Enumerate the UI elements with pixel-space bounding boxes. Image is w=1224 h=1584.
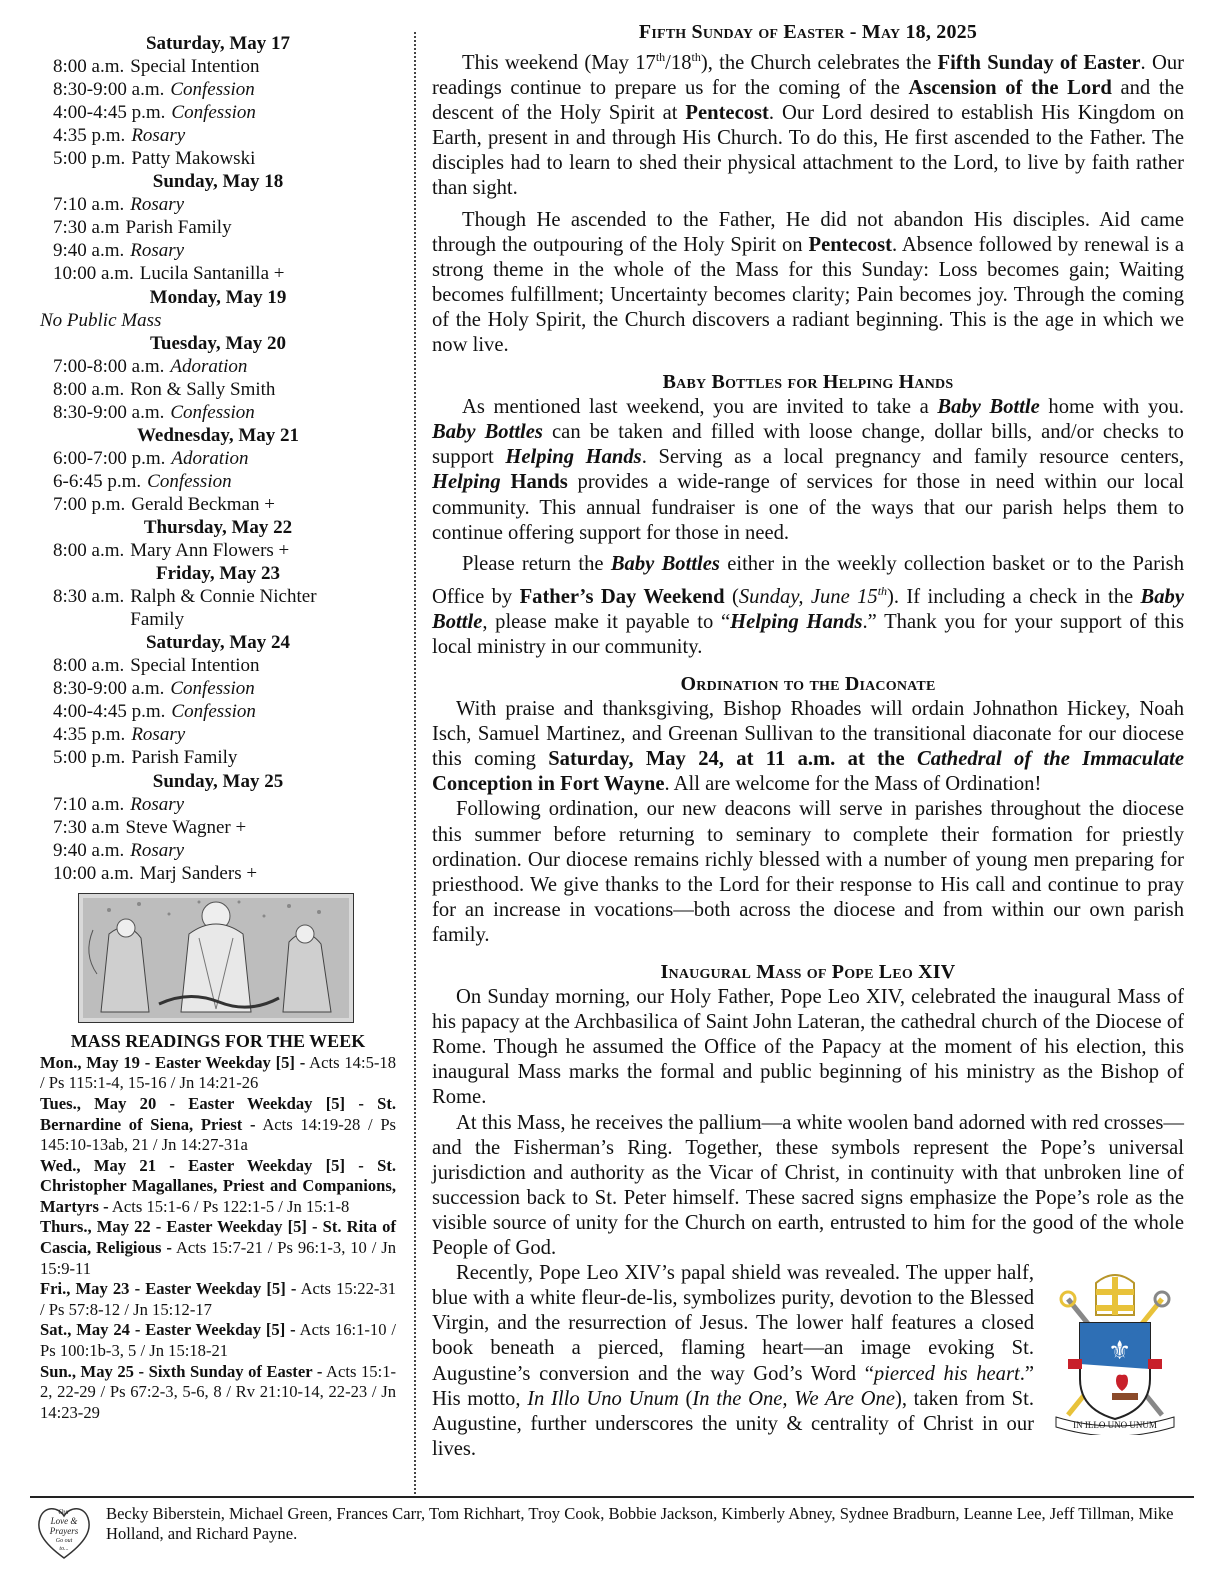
schedule-time: 8:00 a.m.: [53, 378, 125, 400]
prayer-list-footer: [30, 1496, 1194, 1552]
schedule-entry: [40, 401, 396, 424]
bottles-paragraph-1: As mentioned last weekend, you are invited to take a Baby Bottle home with you. Baby Bottles can be taken and filled with loose change, dollar bills, and/or checks to support Helping Hands. Serving as a local pregnancy and family resource centers, Helping Hands provides a wide-range of services for those in need within our local community. This annual fundraiser is one of the ways that our parish helps them to continue offering support for those in need.: [432, 396, 1184, 544]
reading-entry: [40, 1053, 396, 1094]
schedule-day-heading: Tuesday, May 20: [149, 332, 287, 354]
inaugural-paragraph-3: Recently, Pope Leo XIV’s papal shield was revealed. The upper half, blue with a white fleur-de-lis, symbolizes purity, devotion to the Blessed Virgin, and the resurrection of Jesus. The lower half features a closed book beneath a pierced, flaming heart—an image evoking St. Augustine’s conversion and the way God’s Word “pierced his heart.” His motto, In Illo Uno Unum (In the One, We Are One), taken from St. Augustine, further underscores the unity & centrality of Christ in our lives.: [432, 1262, 1035, 1460]
inaugural-title: Inaugural Mass of Pope Leo XIV: [660, 961, 956, 983]
schedule-entry: [40, 723, 396, 746]
schedule-entry: [40, 216, 396, 239]
schedule-intention: Adoration: [170, 355, 248, 377]
logo-text-line: to...: [59, 1546, 69, 1552]
schedule-intention: Confession: [170, 401, 255, 423]
schedule-entry: [40, 493, 396, 516]
schedule-intention: Adoration: [171, 447, 249, 469]
reading-citations: Acts 15:1-6 / Ps 122:1-5 / Jn 15:1-8: [111, 1196, 350, 1216]
schedule-time: 10:00 a.m.: [53, 263, 134, 285]
schedule-entry: [40, 539, 396, 562]
bottles-paragraph-2: Please return the Baby Bottles either in the weekly collection basket or to the Parish Office by Father’s Day Weekend (Sunday, June 15th). If including a check in the Baby Bottle, please make it payable to “Helping Hands.” Thank you for your support of this local ministry in our community.: [432, 552, 1184, 658]
schedule-intention: Parish Family: [125, 217, 232, 239]
schedule-entry: [40, 447, 396, 470]
schedule-time: 8:00 a.m.: [53, 56, 125, 78]
reading-day: Sun., May 25 - Sixth Sunday of Easter -: [40, 1361, 323, 1381]
easter-paragraph-1: This weekend (May 17th/18th), the Church celebrates the Fifth Sunday of Easter. Our readings continue to prepare us for the coming of the Ascension of the Lord and the descent of the Holy Spirit at Pentecost. Our Lord desired to establish His Kingdom on Earth, present in and through His Church. To do this, He first ascended to the Father. The disciples had to learn to shed their physical attachment to the Lord, to live by faith rather than sight.: [432, 50, 1185, 200]
logo-text-line: Go out: [55, 1538, 73, 1544]
schedule-intention: Rosary: [131, 724, 186, 746]
reading-citations: Acts 15:1-2, 22-29 / Ps 67:2-3, 5-6, 8 / Rv 21:10-14, 22-23 / Jn 14:23-29: [40, 1361, 397, 1422]
logo-text-line: Our: [58, 1508, 70, 1516]
schedule-time: 7:30 a.m: [53, 816, 120, 838]
bottles-title: Baby Bottles for Helping Hands: [662, 371, 954, 394]
inaugural-paragraph-2: At this Mass, he receives the pallium—a white woolen band adorned with red crosses—and the Fisherman’s Ring. Together, these symbols represent the Pope’s universal jurisdiction and authority as the Vicar of Christ, in continuity with that unbroken line of succession back to St. Peter himself. These sacred signs emphasize the Pope’s role as the visible source of unity for the Church on earth, entrusted to him for the good of the whole People of God.: [432, 1111, 1184, 1260]
reading-citations: Acts 14:5-18 / Ps 115:1-4, 15-16 / Jn 14:21-26: [40, 1052, 397, 1093]
heart-icon: [34, 1500, 94, 1562]
schedule-entry: [40, 193, 396, 216]
schedule-time: 7:10 a.m.: [53, 194, 125, 216]
schedule-time: 7:30 a.m: [53, 217, 120, 239]
schedule-entry: [40, 101, 396, 124]
schedule-intention: Special Intention: [130, 56, 260, 78]
schedule-intention: Confession: [170, 678, 255, 700]
schedule-entry: [40, 816, 396, 839]
mass-schedule: [40, 32, 396, 885]
schedule-time: 8:00 a.m.: [53, 540, 125, 562]
logo-text-line: Love &: [50, 1516, 78, 1526]
schedule-intention: Confession: [171, 701, 256, 723]
schedule-entry: [40, 862, 396, 885]
schedule-entry: [40, 654, 396, 677]
schedule-entry: [40, 839, 396, 862]
schedule-intention: Marj Sanders +: [139, 862, 258, 884]
schedule-time: 7:00 p.m.: [53, 493, 126, 515]
reading-entry: [40, 1320, 396, 1361]
prayer-names: Becky Biberstein, Michael Green, Frances Carr, Tom Richhart, Troy Cook, Bobbie Jackson, Kimberly Abney, Sydnee Bradburn, Leanne Lee, Jeff Tillman, Mike Holland, and Richard Payne.: [106, 1504, 1174, 1543]
readings-list: [40, 1053, 396, 1424]
schedule-time: 8:30-9:00 a.m.: [53, 79, 165, 101]
schedule-time: 4:35 p.m.: [53, 125, 126, 147]
schedule-day-heading: Saturday, May 17: [145, 33, 291, 54]
schedule-intention: Rosary: [131, 125, 186, 147]
schedule-intention: Steve Wagner +: [125, 816, 247, 838]
schedule-entry: [40, 470, 396, 493]
schedule-intention: Confession: [171, 102, 256, 124]
ordination-title: Ordination to the Diaconate: [680, 672, 936, 695]
easter-paragraph-2: Though He ascended to the Father, He did not abandon His disciples. Aid came through the outpouring of the Holy Spirit on Pentecost. Absence followed by renewal is a strong theme in the whole of the Mass for this Sunday: Loss becomes gain; Waiting becomes fulfillment; Uncertainty becomes clarity; Pain becomes joy. Through the coming of the Holy Spirit, the Church discovers a radiant beginning. This is the age in which we now live.: [432, 208, 1184, 356]
ordination-paragraph-1: With praise and thanksgiving, Bishop Rhoades will ordain Johnathon Hickey, Noah Isch, Samuel Martinez, and Greenan Sullivan to the transitional diaconate for our diocese this coming Saturday, May 24, at 11 a.m. at the Cathedral of the Immaculate Conception in Fort Wayne. All are welcome for the Mass of Ordination!: [432, 698, 1185, 796]
schedule-time: 9:40 a.m.: [53, 240, 125, 262]
schedule-time: 8:30-9:00 a.m.: [53, 401, 165, 423]
coronation-illustration: [78, 893, 354, 1023]
inaugural-paragraph-1: On Sunday morning, our Holy Father, Pope Leo XIV, celebrated the inaugural Mass of his papacy at the Archbasilica of Saint John Lateran, the cathedral church of the Diocese of Rome. Though he assumed the Office of the Papacy at the moment of his election, this inaugural Mass marks the formal and public beginning of his ministry as the Bishop of Rome.: [432, 986, 1184, 1109]
schedule-time: 6:00-7:00 p.m.: [53, 447, 166, 469]
schedule-day-heading: Thursday, May 22: [143, 516, 293, 538]
schedule-intention: Special Intention: [130, 655, 260, 677]
reading-entry: [40, 1094, 396, 1156]
schedule-day-heading: Monday, May 19: [149, 286, 287, 308]
reading-day: Mon., May 19 - Easter Weekday [5] -: [40, 1052, 306, 1072]
schedule-entry: [40, 378, 396, 401]
schedule-time: 5:00 p.m.: [53, 148, 126, 170]
schedule-intention: Gerald Beckman +: [131, 493, 275, 515]
schedule-entry: [40, 78, 396, 101]
svg-text:⚜: ⚜: [1108, 1336, 1132, 1367]
schedule-intention: Mary Ann Flowers +: [130, 540, 290, 562]
ordination-paragraph-2: Following ordination, our new deacons will serve in parishes throughout the diocese this summer before returning to seminary to complete their formation for priestly ordination. Our diocese remains richly blessed with a number of young men preparing for priesthood. We give thanks to the Lord for their response to His call and continue to pray for an increase in vocations—both across the diocese and from within our own parish family.: [432, 798, 1184, 946]
schedule-time: 9:40 a.m.: [53, 839, 125, 861]
schedule-day-heading: Sunday, May 25: [152, 770, 284, 792]
schedule-time: 10:00 a.m.: [53, 862, 134, 884]
schedule-time: 4:00-4:45 p.m.: [53, 701, 166, 723]
schedule-time: 6-6:45 p.m.: [53, 470, 142, 492]
reading-entry: [40, 1279, 396, 1320]
right-column: [432, 20, 1184, 1462]
schedule-intention: Rosary: [130, 839, 185, 861]
shield-motto: IN ILLO UNO UNUM: [1073, 1420, 1157, 1431]
reading-citations: Acts 14:19-28 / Ps 145:10-13ab, 21 / Jn 14:27-31a: [40, 1114, 397, 1155]
schedule-intention: Parish Family: [131, 747, 238, 769]
schedule-time: 5:00 p.m.: [53, 747, 126, 769]
reading-day: Fri., May 23 - Easter Weekday [5] -: [40, 1279, 297, 1299]
schedule-intention: Rosary: [130, 194, 185, 216]
schedule-day-heading: Wednesday, May 21: [136, 424, 300, 446]
schedule-entry: [40, 124, 396, 147]
easter-title: Fifth Sunday of Easter - May 18, 2025: [638, 21, 978, 43]
reading-day: Wed., May 21 - Easter Weekday [5] - St. Christopher Magallanes, Priest and Companions, Martyrs -: [40, 1155, 396, 1216]
reading-citations: Acts 15:22-31 / Ps 57:8-12 / Jn 15:12-17: [40, 1279, 397, 1319]
schedule-intention: No Public Mass: [40, 309, 162, 331]
schedule-entry: [40, 746, 396, 769]
schedule-time: 4:35 p.m.: [53, 724, 126, 746]
schedule-entry: [40, 55, 396, 78]
schedule-time: 7:10 a.m.: [53, 793, 125, 815]
reading-entry: [40, 1217, 396, 1279]
schedule-time: 4:00-4:45 p.m.: [53, 102, 166, 124]
schedule-entry: [40, 585, 396, 631]
schedule-day-heading: Sunday, May 18: [152, 171, 284, 193]
reading-day: Sat., May 24 - Easter Weekday [5] -: [40, 1320, 296, 1340]
readings-title: MASS READINGS FOR THE WEEK: [70, 1030, 366, 1051]
schedule-time: 8:30 a.m.: [53, 586, 125, 608]
left-column: [40, 32, 396, 1423]
reading-day: Tues., May 20 - Easter Weekday [5] - St. Bernardine of Siena, Priest -: [40, 1093, 396, 1134]
schedule-time: 8:30-9:00 a.m.: [53, 678, 165, 700]
schedule-entry: [40, 262, 396, 285]
schedule-time: 7:00-8:00 a.m.: [53, 355, 165, 377]
schedule-entry: [40, 793, 396, 816]
logo-text-line: Prayers: [49, 1526, 79, 1536]
schedule-intention: Patty Makowski: [131, 148, 256, 170]
schedule-intention: Rosary: [130, 793, 185, 815]
reading-citations: Acts 16:1-10 / Ps 100:1b-3, 5 / Jn 15:18-21: [40, 1320, 397, 1361]
schedule-day-heading: Friday, May 23: [155, 563, 281, 585]
schedule-intention: Rosary: [130, 240, 185, 262]
reading-citations: Acts 15:7-21 / Ps 96:1-3, 10 / Jn 15:9-11: [40, 1238, 396, 1278]
reading-entry: [40, 1156, 396, 1218]
schedule-intention: Lucila Santanilla +: [139, 263, 285, 285]
svg-text:OurLove &PrayersGo outto...: [49, 1508, 79, 1552]
schedule-entry: [40, 355, 396, 378]
schedule-entry: [40, 677, 396, 700]
schedule-entry: [40, 239, 396, 262]
schedule-day-heading: Saturday, May 24: [145, 632, 291, 654]
schedule-intention: Ron & Sally Smith: [130, 378, 276, 400]
reading-day: Thurs., May 22 - Easter Weekday [5] - St. Rita of Cascia, Religious -: [40, 1217, 396, 1258]
schedule-entry: [40, 147, 396, 170]
column-divider: [414, 32, 416, 1494]
reading-entry: [40, 1362, 396, 1424]
schedule-intention: Confession: [147, 470, 232, 492]
schedule-intention: Ralph & Connie Nichter Family: [130, 586, 317, 631]
schedule-time: 8:00 a.m.: [53, 655, 125, 677]
papal-shield: [1046, 1269, 1184, 1435]
schedule-intention: Confession: [170, 79, 255, 101]
schedule-entry: [40, 700, 396, 723]
schedule-entry: [40, 309, 396, 332]
